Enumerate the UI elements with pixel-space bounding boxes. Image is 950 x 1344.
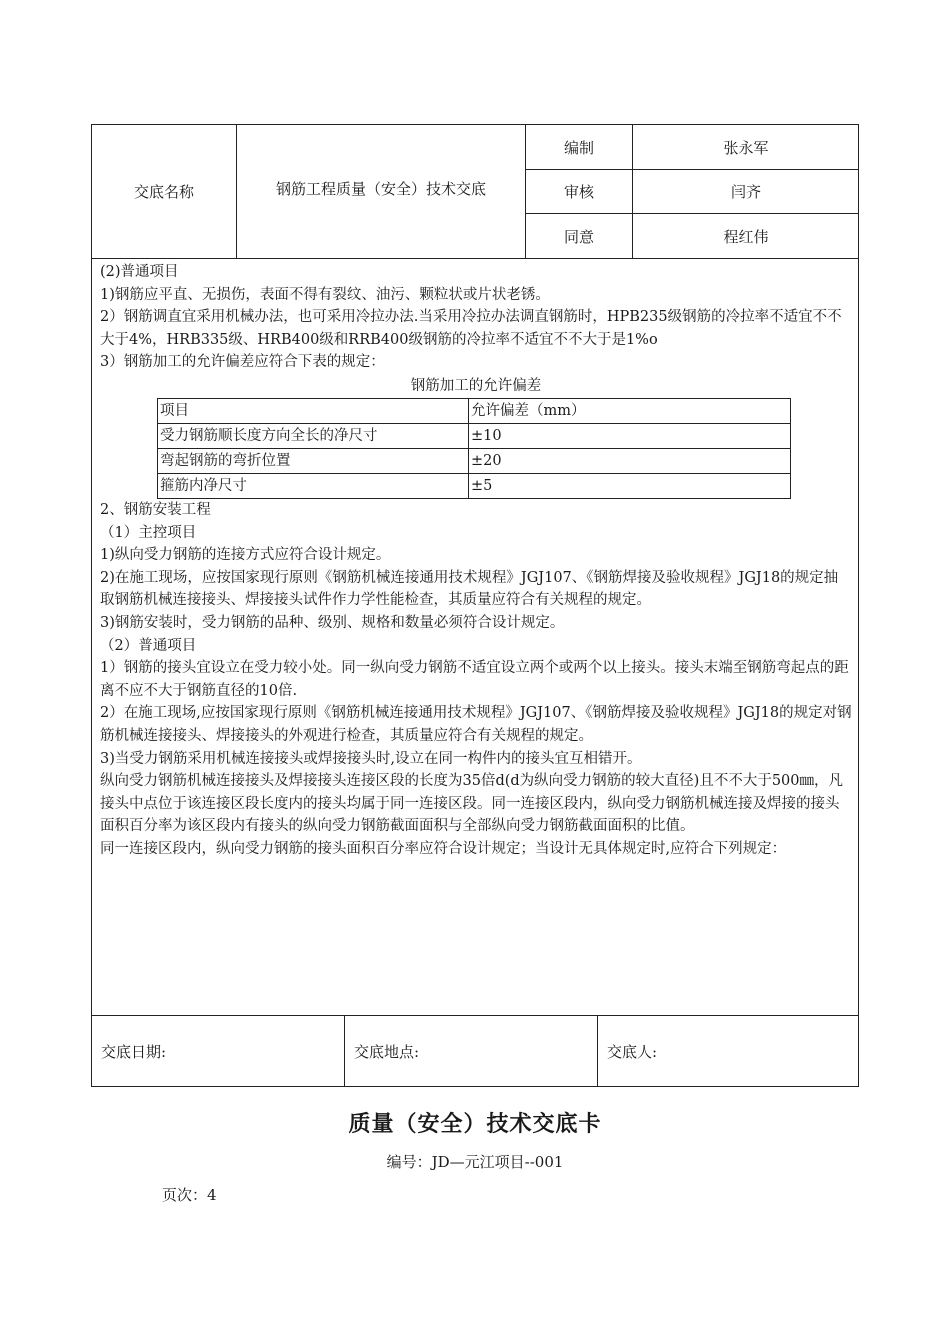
table-row <box>158 423 791 448</box>
table-row <box>158 473 791 498</box>
approved-by-label: 同意 <box>563 227 594 246</box>
page-number: 页次：4 <box>162 1186 217 1204</box>
card-title: 质量（安全）技术交底卡 <box>348 1112 602 1137</box>
footer-col-rule-1 <box>344 1015 345 1087</box>
table-row <box>158 448 791 473</box>
content-line: 1)钢筋应平直、无损伤，表面不得有裂纹、油污、颗粒状或片状老锈。 <box>100 286 550 303</box>
content-line: （2）普通项目 <box>100 637 197 654</box>
content-line: 纵向受力钢筋机械连接接头及焊接接头连接区段的长度为35倍d(d为纵向受力钢筋的较大直径)且不不大于500㎜，凡接头中点位于该连接区段长度内的接头均属于同一连接区段。同一连接区段内，纵向受力钢筋机械连接及焊接的接头面积百分率为该区段内有接头的纵向受力钢筋截面面积与全部纵向受力钢筋截面面积的比值。 <box>100 773 844 835</box>
header-bottom-rule <box>91 258 859 259</box>
content-line: 1）钢筋的接头宜设立在受力较小处。同一纵向受力钢筋不适宜设立两个或两个以上接头。接头末端至钢筋弯起点的距离不应不大于钢筋直径的10倍. <box>100 660 849 699</box>
tolerance-table-title: 钢筋加工的允许偏差 <box>410 377 542 394</box>
approved-by-value: 程红伟 <box>723 227 769 246</box>
content-line: 2、钢筋安装工程 <box>100 501 211 518</box>
table-cell: ±20 <box>469 448 791 473</box>
reviewed-by-value: 闫齐 <box>730 183 761 201</box>
disclosure-content <box>100 261 852 860</box>
content-line: 3)当受力钢筋采用机械连接接头或焊接接头时,设立在同一构件内的接头宜互相错开。 <box>100 750 642 767</box>
prepared-by-label: 编制 <box>563 138 594 157</box>
table-header-cell: 允许偏差（mm） <box>469 398 791 423</box>
disclosure-place-label: 交底地点: <box>354 1042 420 1061</box>
prepared-by-value: 张永军 <box>723 138 769 157</box>
disclosure-name-value: 钢筋工程质量（安全）技术交底 <box>275 179 486 198</box>
disclosure-person-label: 交底人: <box>607 1042 658 1061</box>
table-cell: 箍筋内净尺寸 <box>158 473 469 498</box>
card-code: 编号：JD—元江项目--001 <box>386 1153 564 1171</box>
table-header-row <box>158 398 791 423</box>
table-cell: 受力钢筋顺长度方向全长的净尺寸 <box>158 423 469 448</box>
content-line: 2）在施工现场,应按国家现行原则《钢筋机械连接通用技术规程》JGJ107、《钢筋焊接及验收规程》JGJ18的规定对钢筋机械连接接头、焊接接头的外观进行检查，其质量应符合有关规程的规定。 <box>100 705 852 744</box>
tolerance-table <box>157 398 791 499</box>
content-line: 3）钢筋加工的允许偏差应符合下表的规定： <box>100 354 385 371</box>
table-cell: 弯起钢筋的弯折位置 <box>158 448 469 473</box>
content-line: (2)普通项目 <box>100 264 179 280</box>
content-line: 同一连接区段内，纵向受力钢筋的接头面积百分率应符合设计规定；当设计无具体规定时,应符合下列规定： <box>100 840 787 857</box>
disclosure-name-label: 交底名称 <box>133 183 194 201</box>
footer-col-rule-2 <box>597 1015 598 1087</box>
content-line: 2)在施工现场，应按国家现行原则《钢筋机械连接通用技术规程》JGJ107、《钢筋焊接及验收规程》JGJ18的规定抽取钢筋机械连接接头、焊接接头试件作力学性能检查，其质量应符合有关规程的规定。 <box>100 569 839 609</box>
content-line: 1)纵向受力钢筋的连接方式应符合设计规定。 <box>100 547 391 564</box>
table-header-cell: 项目 <box>158 398 469 423</box>
content-line: 2）钢筋调直宜采用机械办法，也可采用冷拉办法.当采用冷拉办法调直钢筋时，HPB235级钢筋的冷拉率不适宜不不大于4%，HRB335级、HRB400级和RRB400级钢筋的冷拉率不适宜不不大于是1%o <box>100 309 842 348</box>
reviewed-by-label: 审核 <box>563 183 594 201</box>
table-cell: ±10 <box>469 423 791 448</box>
disclosure-date-label: 交底日期: <box>101 1042 167 1061</box>
table-cell: ±5 <box>469 473 791 498</box>
content-line: 3)钢筋安装时，受力钢筋的品种、级别、规格和数量必须符合设计规定。 <box>100 614 565 631</box>
content-line: （1）主控项目 <box>100 524 197 541</box>
